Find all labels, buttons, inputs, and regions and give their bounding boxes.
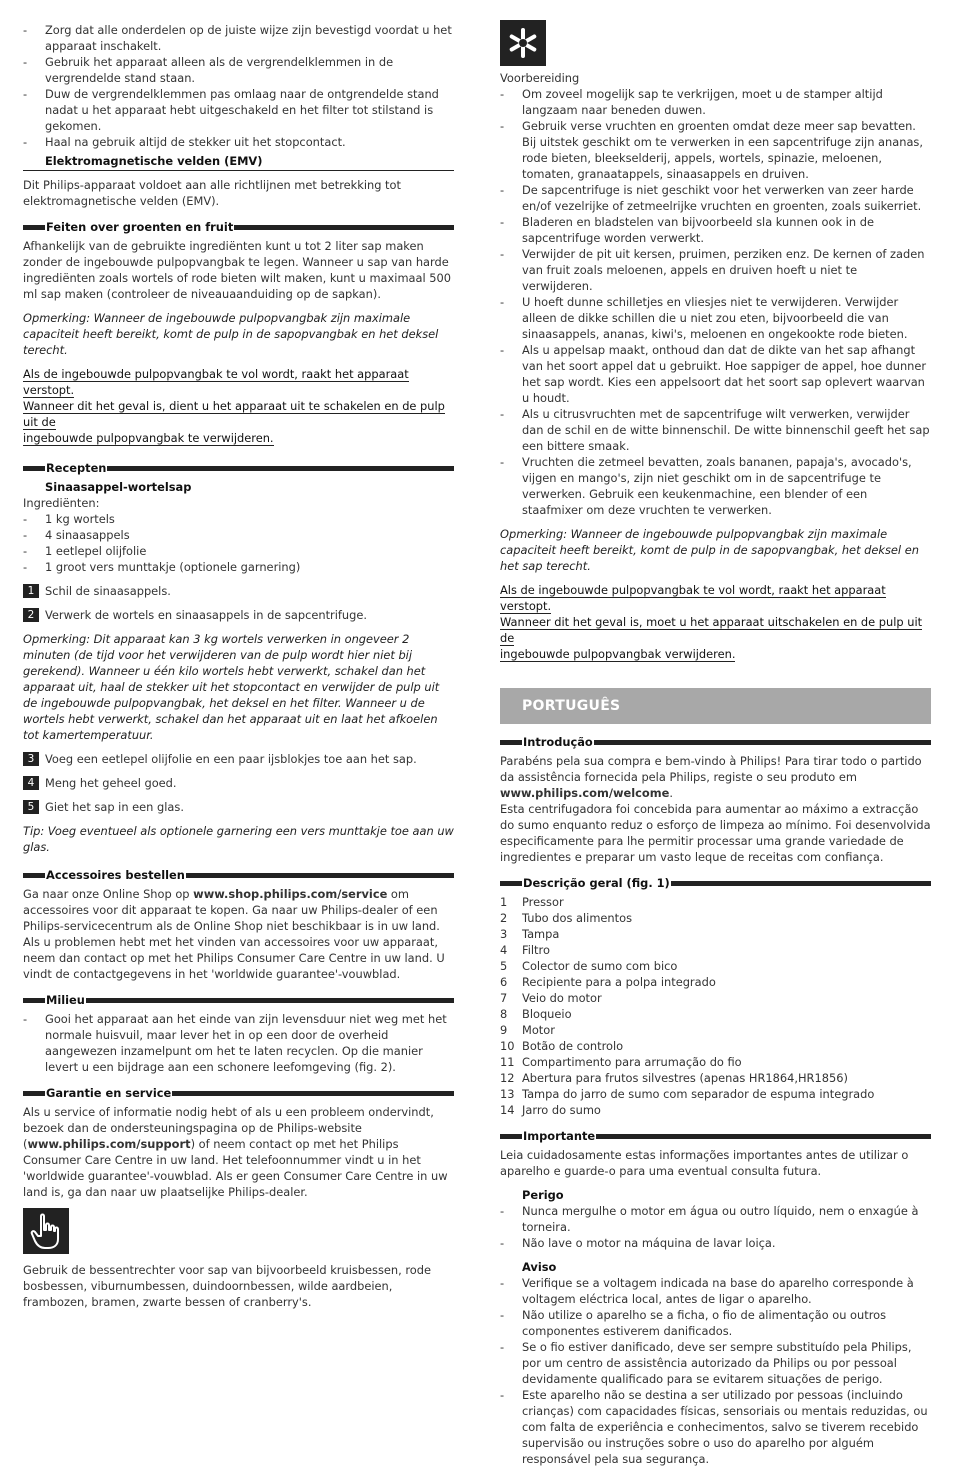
berries-text: Gebruik de bessentrechter voor sap van bijvoorbeeld kruisbessen, rode bosbessen, viburnumbessen, duindoornbessen, wilde aardbeien, frambozen, bramen, zwarte bessen of cranberry's. <box>23 1263 432 1309</box>
overview-item: 10 Botão de controlo <box>500 1039 624 1053</box>
list-item: - Gooi het apparaat aan het einde van zijn levensduur niet weg met het normale huisvuil, maar lever het in op een door de overheid aangewezen inzamelpunt om het te laten recyclen. Op die manier levert u een bijdrage aan een schonere leefomgeving (fig. 2). <box>23 1011 454 1075</box>
overview-item: 3 Tampa <box>500 927 560 941</box>
warranty-text: Als u service of informatie nodig hebt of als u een probleem ondervindt, bezoek dan de ondersteuningspagina op de Philips-website (www.philips.com/support) of neem contact op met het Philips Consumer Care Centre in uw land. Het telefoonnummer vindt u in het 'worldwide guarantee'-vouwblad. Als er geen Consumer Care Centre in uw land is, ga dan naar uw plaatselijke Philips-dealer. <box>23 1105 448 1199</box>
list-item: - De sapcentrifuge is niet geschikt voor het verwerken van zeer harde en/of vezelrijke of zetmeelrijke vruchten en groenten, zoals suikerriet. <box>500 182 931 214</box>
support-link[interactable]: www.philips.com/support <box>27 1137 191 1151</box>
facts-warning: Als de ingebouwde pulpopvangbak te vol wordt, raakt het apparaat verstopt. Wanneer dit het geval is, dient u het apparaat uit te schakelen en de pulp uit de ingebouwde pulpopvangbak te verwijderen. <box>23 367 445 445</box>
recipe-step: 2 Verwerk de wortels en sinaasappels in de sapcentrifuge. <box>23 607 454 623</box>
list-item: - Vruchten die zetmeel bevatten, zoals bananen, papaja's, avocado's, vijgen en mango's, zijn niet geschikt om in de sapcentrifuge te verwerken. Gebruik een keukenmachine, een blender of een staafmixer om deze vruchten te verwerken. <box>500 454 931 518</box>
warning-label: Aviso <box>522 1260 557 1274</box>
emv-heading: Elektromagnetische velden (EMV) <box>23 153 454 171</box>
language-banner: PORTUGUÊS <box>500 688 931 724</box>
overview-item: 1 Pressor <box>500 895 564 909</box>
list-item: - Om zoveel mogelijk sap te verkrijgen, moet u de stamper altijd langzaam naar beneden duwen. <box>500 86 931 118</box>
recipes-heading: Recepten <box>23 460 454 476</box>
list-item: - Als u citrusvruchten met de sapcentrifuge wilt verwerken, verwijder dan de schil en de witte binnenschil. De witte binnenschil geeft het sap een bittere smaak. <box>500 406 931 454</box>
important-text: Leia cuidadosamente estas informações importantes antes de utilizar o aparelho e guarde-o para uma eventual consulta futura. <box>500 1148 909 1178</box>
list-item: - Bladeren en bladstelen van bijvoorbeeld sla kunnen ook in de sapcentrifuge worden verwerkt. <box>500 214 931 246</box>
list-item: - Als u appelsap maakt, onthoud dan dat de dikte van het sap afhangt van het soort appel dat u gebruikt. Hoe sappiger de appel, hoe dunner het sap wordt. Kies een appelsoort dat het soort sap oplevert waarvan u houdt. <box>500 342 931 406</box>
list-item: - Não utilize o aparelho se a ficha, o fio de alimentação ou outros componentes estiverem danificados. <box>500 1307 931 1339</box>
emv-text: Dit Philips-apparaat voldoet aan alle richtlijnen met betrekking tot elektromagnetische velden (EMV). <box>23 178 401 208</box>
snowflake-icon <box>500 20 546 66</box>
list-item: - Verwijder de pit uit kersen, pruimen, perziken enz. De kernen of zaden van fruit zoals meloenen, appels en druiven hoeft u niet te verwijderen. <box>500 246 931 294</box>
list-item: - Se o fio estiver danificado, deve ser sempre substituído pela Philips, por um centro de assistência autorizado da Philips ou por pessoal devidamente qualificado para se evitarem situações de perigo. <box>500 1339 931 1387</box>
intro-text: Parabéns pela sua compra e bem-vindo à Philips! Para tirar todo o partido da assistência fornecida pela Philips, registe o seu produto em www.philips.com/welcome. <box>500 754 922 800</box>
overview-item: 11 Compartimento para arrumação do fio <box>500 1055 742 1069</box>
facts-heading: Feiten over groenten en fruit <box>23 219 454 235</box>
tip-text: Tip: Voeg eventueel als optionele garnering een vers munttakje toe aan uw glas. <box>23 824 454 854</box>
overview-item: 9 Motor <box>500 1023 555 1037</box>
ingredient-item: - 1 groot vers munttakje (optionele garnering) <box>23 559 454 575</box>
recipe-title: Sinaasappel-wortelsap <box>45 480 192 494</box>
ingredient-item: - 1 eetlepel olijfolie <box>23 543 454 559</box>
facts-text: Afhankelijk van de gebruikte ingrediënten kunt u tot 2 liter sap maken zonder de ingebouwde pulpopvangbak te legen. Wanneer u sap van harde ingrediënten zoals wortels of rode bieten wilt maken, kunt u maximaal 500 ml sap maken (controleer de niveauaanduiding op de sapkan). <box>23 239 452 301</box>
list-item: - U hoeft dunne schilletjes en vliesjes niet te verwijderen. Verwijder alleen de dikke schillen die u niet zou eten, bijvoorbeeld die van sinaasappels, ananas, kiwi's, meloenen en ongekookte rode bieten. <box>500 294 931 342</box>
recipe-step: 4 Meng het geheel goed. <box>23 775 454 791</box>
overview-item: 4 Filtro <box>500 943 550 957</box>
list-item: - Gebruik het apparaat alleen als de vergrendelklemmen in de vergrendelde stand staan. <box>23 54 454 86</box>
ingredient-item: - 1 kg wortels <box>23 511 454 527</box>
danger-label: Perigo <box>522 1188 564 1202</box>
list-item: - Nunca mergulhe o motor em água ou outro líquido, nem o enxagúe à torneira. <box>500 1203 931 1235</box>
recipe-step: 3 Voeg een eetlepel olijfolie en een paar ijsblokjes toe aan het sap. <box>23 751 454 767</box>
recipe-note: Opmerking: Dit apparaat kan 3 kg wortels verwerken in ongeveer 2 minuten (de tijd voor het verwijderen van de pulp wordt hier niet bij gerekend). Wanneer u één kilo wortels hebt verwerkt, schakel dan het apparaat uit, haal de stekker uit het stopcontact en verwijder de pulp uit de ingebouwde pulpopvangbak, het deksel en het filter. Wanneer u de wortels hebt verwerkt, schakel dan het apparaat uit en laat het afkoelen tot kamertemperatuur. <box>23 632 440 742</box>
overview-item: 8 Bloqueio <box>500 1007 572 1021</box>
important-heading: Importante <box>500 1128 931 1144</box>
list-item: - Haal na gebruik altijd de stekker uit het stopcontact. <box>23 134 454 150</box>
recipe-step: 1 Schil de sinaasappels. <box>23 583 454 599</box>
recipe-step: 5 Giet het sap in een glas. <box>23 799 454 815</box>
list-item: - Não lave o motor na máquina de lavar loiça. <box>500 1235 931 1251</box>
prep-note: Opmerking: Wanneer de ingebouwde pulpopvangbak zijn maximale capaciteit heeft bereikt, komt de pulp in de sapopvangbak, het deksel en het sap terecht. <box>500 527 919 573</box>
accessories-text: Ga naar onze Online Shop op www.shop.philips.com/service om accessoires voor dit apparaat te kopen. Ga naar uw Philips-dealer of een Philips-servicecentrum als de Online Shop niet beschikbaar is in uw land. Als u problemen hebt met het vinden van accessoires voor uw apparaat, neem dan contact op met het Philips Consumer Care Centre in uw land. U vindt de contactgegevens in het 'worldwide guarantee'-vouwblad. <box>23 887 445 981</box>
overview-heading: Descrição geral (fig. 1) <box>500 875 931 891</box>
overview-item: 14 Jarro do sumo <box>500 1103 601 1117</box>
left-column <box>23 22 454 1310</box>
list-item: - Este aparelho não se destina a ser utilizado por pessoas (incluindo crianças) com capacidades físicas, sensoriais ou mentais reduzidas, ou com falta de experiência e conhecimentos, salvo se tiverem recebido supervisão ou instruções sobre o uso do aparelho por alguém responsável pela sua segurança. <box>500 1387 931 1467</box>
intro-text-2: Esta centrifugadora foi concebida para aumentar ao máximo a extracção do sumo enquanto reduz o esforço de limpeza ao mínimo. Foi desenvolvida especificamente para lhe permitir processar uma grande variedade de ingredientes e preparar um vasto leque de receitas com confiança. <box>500 802 931 864</box>
ingredients-label: Ingrediënten: <box>23 496 100 510</box>
welcome-link[interactable]: www.philips.com/welcome <box>500 786 670 800</box>
accessories-heading: Accessoires bestellen <box>23 867 454 883</box>
overview-item: 7 Veio do motor <box>500 991 602 1005</box>
list-item: - Duw de vergrendelklemmen pas omlaag naar de ontgrendelde stand nadat u het apparaat hebt uitgeschakeld en het filter tot stilstand is gekomen. <box>23 86 454 134</box>
overview-item: 12 Abertura para frutos silvestres (apenas HR1864,HR1856) <box>500 1071 848 1085</box>
warranty-heading: Garantie en service <box>23 1085 454 1101</box>
pointing-hand-icon <box>23 1208 69 1254</box>
list-item: - Zorg dat alle onderdelen op de juiste wijze zijn bevestigd voordat u het apparaat inschakelt. <box>23 22 454 54</box>
overview-item: 6 Recipiente para a polpa integrado <box>500 975 716 989</box>
list-item: - Verifique se a voltagem indicada na base do aparelho corresponde à voltagem eléctrica local, antes de ligar o aparelho. <box>500 1275 931 1307</box>
facts-note: Opmerking: Wanneer de ingebouwde pulpopvangbak zijn maximale capaciteit heeft bereikt, komt de pulp in de sapopvangbak en het deksel terecht. <box>23 311 439 357</box>
prep-label: Voorbereiding <box>500 71 580 85</box>
prep-warning: Als de ingebouwde pulpopvangbak te vol wordt, raakt het apparaat verstopt. Wanneer dit het geval is, moet u het apparaat uitschakelen en de pulp uit de ingebouwde pulpopvangbak verwijderen. <box>500 583 923 661</box>
milieu-heading: Milieu <box>23 992 454 1008</box>
overview-item: 13 Tampa do jarro de sumo com separador de espuma integrado <box>500 1087 875 1101</box>
right-column <box>500 20 931 1467</box>
ingredient-item: - 4 sinaasappels <box>23 527 454 543</box>
overview-item: 2 Tubo dos alimentos <box>500 911 633 925</box>
shop-link[interactable]: www.shop.philips.com/service <box>193 887 388 901</box>
list-item: - Gebruik verse vruchten en groenten omdat deze meer sap bevatten. Bij uitstek geschikt om te verwerken in een sapcentrifuge zijn ananas, rode bieten, bleekselderij, appels, wortels, spinazie, meloenen, tomaten, granaatappels, sinaasappels en druiven. <box>500 118 931 182</box>
intro-heading: Introdução <box>500 734 931 750</box>
overview-item: 5 Colector de sumo com bico <box>500 959 678 973</box>
